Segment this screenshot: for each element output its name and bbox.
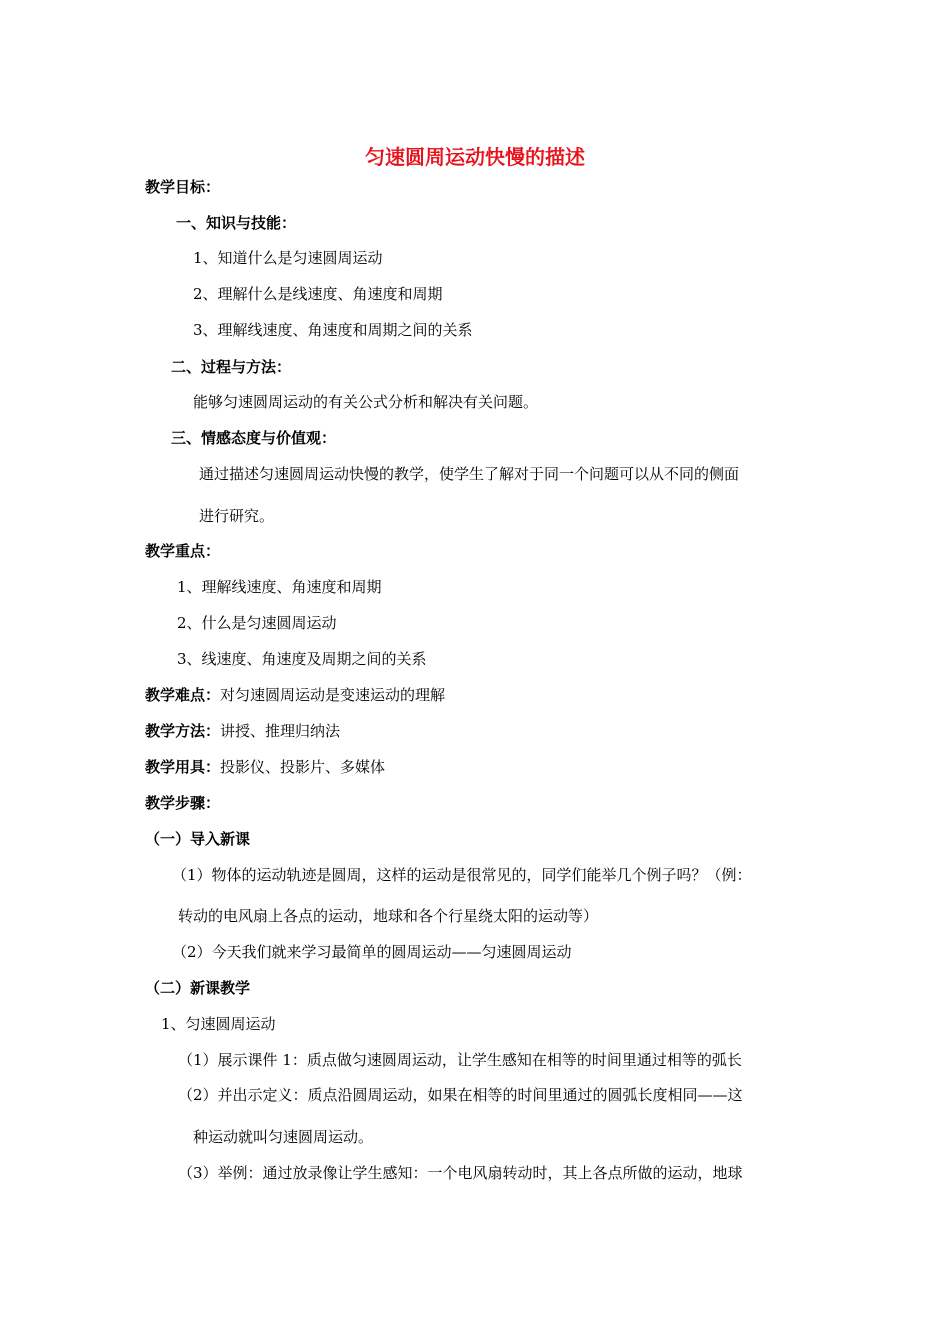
knowledge-heading: 一、知识与技能： [176, 214, 297, 232]
new-lesson-line: （3）举例：通过放录像让学生感知：一个电风扇转动时，其上各点所做的运动，地球 [178, 1164, 743, 1182]
new-lesson-line: 种运动就叫匀速圆周运动。 [193, 1128, 374, 1146]
document-title: 匀速圆周运动快慢的描述 [365, 145, 585, 169]
difficulty-label: 教学难点： [145, 686, 221, 704]
intro-line: （2）今天我们就来学习最简单的圆周运动——匀速圆周运动 [172, 943, 572, 961]
key-points-heading: 教学重点： [145, 542, 221, 560]
method-text: 讲授、推理归纳法 [220, 722, 341, 740]
new-lesson-subheading: 1、匀速圆周运动 [161, 1015, 276, 1033]
key-point-item: 2、什么是匀速圆周运动 [177, 614, 337, 632]
emotion-text-line: 通过描述匀速圆周运动快慢的教学，使学生了解对于同一个问题可以从不同的侧面 [199, 465, 740, 483]
tools-line [145, 757, 385, 777]
knowledge-item: 3、理解线速度、角速度和周期之间的关系 [193, 321, 473, 339]
method-line [145, 721, 340, 741]
process-heading: 二、过程与方法： [171, 358, 292, 376]
difficulty-text: 对匀速圆周运动是变速运动的理解 [220, 686, 446, 704]
knowledge-item: 1、知道什么是匀速圆周运动 [193, 249, 383, 267]
intro-line: （1）物体的运动轨迹是圆周，这样的运动是很常见的，同学们能举几个例子吗？（例： [172, 866, 752, 884]
difficulty-line [145, 685, 445, 705]
new-lesson-heading: （二）新课教学 [145, 979, 251, 997]
intro-line: 转动的电风扇上各点的运动，地球和各个行星绕太阳的运动等） [178, 907, 599, 925]
knowledge-item: 2、理解什么是线速度、角速度和周期 [193, 285, 443, 303]
new-lesson-line: （2）并出示定义：质点沿圆周运动，如果在相等的时间里通过的圆弧长度相同——这 [178, 1086, 743, 1104]
steps-heading: 教学步骤： [145, 794, 221, 812]
method-label: 教学方法： [145, 722, 221, 740]
emotion-text-line: 进行研究。 [199, 507, 275, 525]
new-lesson-line: （1）展示课件 1：质点做匀速圆周运动，让学生感知在相等的时间里通过相等的弧长 [178, 1051, 742, 1069]
process-text: 能够匀速圆周运动的有关公式分析和解决有关问题。 [193, 393, 539, 411]
key-point-item: 3、线速度、角速度及周期之间的关系 [177, 650, 427, 668]
key-point-item: 1、理解线速度、角速度和周期 [177, 578, 382, 596]
emotion-heading: 三、情感态度与价值观： [171, 429, 337, 447]
tools-text: 投影仪、投影片、多媒体 [220, 758, 386, 776]
tools-label: 教学用具： [145, 758, 221, 776]
objectives-heading: 教学目标： [145, 178, 221, 196]
intro-heading: （一）导入新课 [145, 830, 251, 848]
